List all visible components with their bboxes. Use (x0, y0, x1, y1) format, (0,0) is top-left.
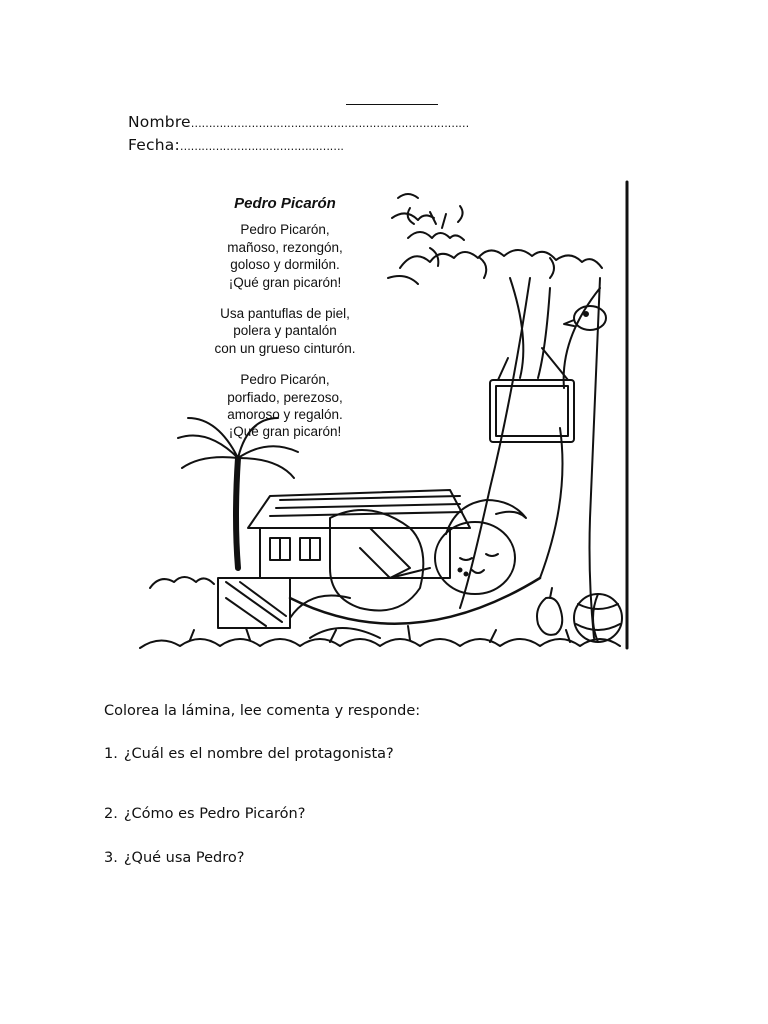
top-line (346, 104, 438, 105)
question-1 (104, 746, 394, 762)
poem-line: polera y pantalón (233, 323, 337, 339)
poem-line: amoroso y regalón. (227, 407, 343, 423)
question-text: ¿Qué usa Pedro? (123, 850, 245, 866)
instructions: Colorea la lámina, lee comenta y responde: (104, 703, 421, 719)
date-label: Fecha: (128, 136, 180, 154)
question-number: 3. (104, 850, 118, 866)
date-blank[interactable]: ………………………………………. (179, 140, 344, 153)
date-field (128, 136, 344, 154)
poem-line: mañoso, rezongón, (227, 239, 343, 255)
poem-line: porfiado, perezoso, (227, 389, 343, 405)
poem-line: con un grueso cinturón. (214, 340, 356, 356)
sleeping-boy-icon (290, 500, 526, 638)
poem-line: ¡Qué gran picarón! (228, 274, 342, 290)
poem (190, 195, 380, 455)
question-text: ¿Cuál es el nombre del protagonista? (123, 746, 394, 762)
question-2 (104, 806, 305, 822)
ball-icon (574, 594, 622, 642)
poem-title: Pedro Picarón (234, 195, 336, 212)
poem-line: Usa pantuflas de piel, (220, 306, 350, 322)
poem-line: Pedro Picarón, (240, 222, 330, 238)
fence (150, 577, 290, 628)
question-text: ¿Cómo es Pedro Picarón? (123, 806, 306, 822)
name-label: Nombre (128, 113, 191, 131)
poem-stanza-2 (190, 305, 380, 357)
tree-foliage-icon (388, 194, 602, 284)
poem-stanza-3 (190, 371, 380, 441)
poem-line: ¡Qué gran picarón! (228, 424, 342, 440)
name-field (128, 113, 469, 131)
pear-icon (537, 588, 562, 635)
question-number: 2. (104, 806, 118, 822)
poem-stanza-1 (190, 221, 380, 291)
question-3 (104, 850, 244, 866)
question-number: 1. (104, 746, 118, 762)
house-icon (248, 490, 470, 578)
poem-line: goloso y dormilón. (230, 257, 340, 273)
name-blank[interactable]: …………………………………………………………………… (190, 117, 469, 130)
poem-line: Pedro Picarón, (240, 372, 330, 388)
